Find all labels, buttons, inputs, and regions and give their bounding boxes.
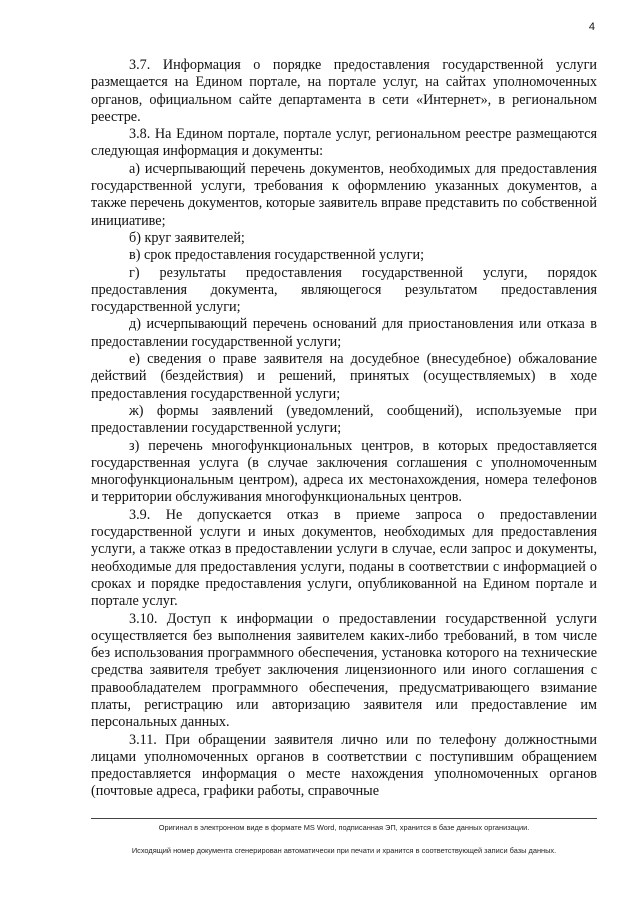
list-item-z: з) перечень многофункциональных центров, в которых предоставляется государственная услуга (в случае заключения соглашения с уполномоченным многофункциональным центром), адреса их местонахождения, номера телефонов и территории обслуживания многофункциональных центров. <box>91 437 597 506</box>
list-item-b: б) круг заявителей; <box>129 229 245 246</box>
footer-original-note: Оригинал в электронном виде в формате MS Word, подписанная ЭП, хранится в базе данных организации. <box>158 823 530 832</box>
list-item-e: е) сведения о праве заявителя на досудебное (внесудебное) обжалование действий (бездействия) и решений, принятых (осуществляемых) в ходе предоставления государственной услуги; <box>91 351 597 402</box>
list-item-zh: ж) формы заявлений (уведомлений, сообщений), используемые при предоставлении государственной услуги; <box>91 402 597 437</box>
list-item-d: д) исчерпывающий перечень оснований для приостановления или отказа в предоставлении государственной услуги; <box>91 316 597 350</box>
paragraph-3-11: 3.11. При обращении заявителя лично или по телефону должностными лицами уполномоченных органов в соответствии с поступившим обращением предоставляется информация о месте нахождения уполномоченных органов (почтовые адреса, графики работы, справочные <box>91 731 597 800</box>
list-item-v: в) срок предоставления государственной услуги; <box>129 247 425 264</box>
list-item-g: г) результаты предоставления государственной услуги, порядок предоставления документа, являющегося результатом предоставления государственной услуги; <box>91 264 597 316</box>
footer-number-note: Исходящий номер документа сгенерирован автоматически при печати и хранится в соответствующей записи базы данных. <box>131 846 557 855</box>
paragraph-3-8: 3.8. На Едином портале, портале услуг, региональном реестре размещаются следующая информация и документы: <box>91 126 597 160</box>
paragraph-3-10: 3.10. Доступ к информации о предоставлении государственной услуги осуществляется без выполнения заявителем каких-либо требований, в том числе без использования программного обеспечения, установка которого на технические средства заявителя требует заключения лицензионного или иного соглашения с правообладателем программного обеспечения, предусматривающего взимание платы, регистрацию или авторизацию заявителя или предоставление им персональных данных. <box>91 610 597 731</box>
paragraph-3-9: 3.9. Не допускается отказ в приеме запроса о предоставлении государственной услуги и иных документов, необходимых для предоставления услуги, а также отказ в предоставлении услуги в случае, если запрос и документы, необходимые для предоставления услуги, поданы в соответствии с информацией о сроках и порядке предоставления услуги, опубликованной на Едином портале и портале услуг. <box>91 506 597 610</box>
list-item-a: а) исчерпывающий перечень документов, необходимых для предоставления государственной услуги, требования к оформлению указанных документов, а также перечень документов, которые заявитель вправе представить по собственной инициативе; <box>91 160 597 229</box>
page-number: 4 <box>588 21 595 33</box>
paragraph-3-7: 3.7. Информация о порядке предоставления государственной услуги размещается на Едином портале, на портале услуг, на сайтах уполномоченных органов, официальном сайте департамента в сети «Интернет», в региональном реестре. <box>91 57 597 125</box>
document-body <box>91 57 597 801</box>
footer-divider <box>91 818 597 819</box>
